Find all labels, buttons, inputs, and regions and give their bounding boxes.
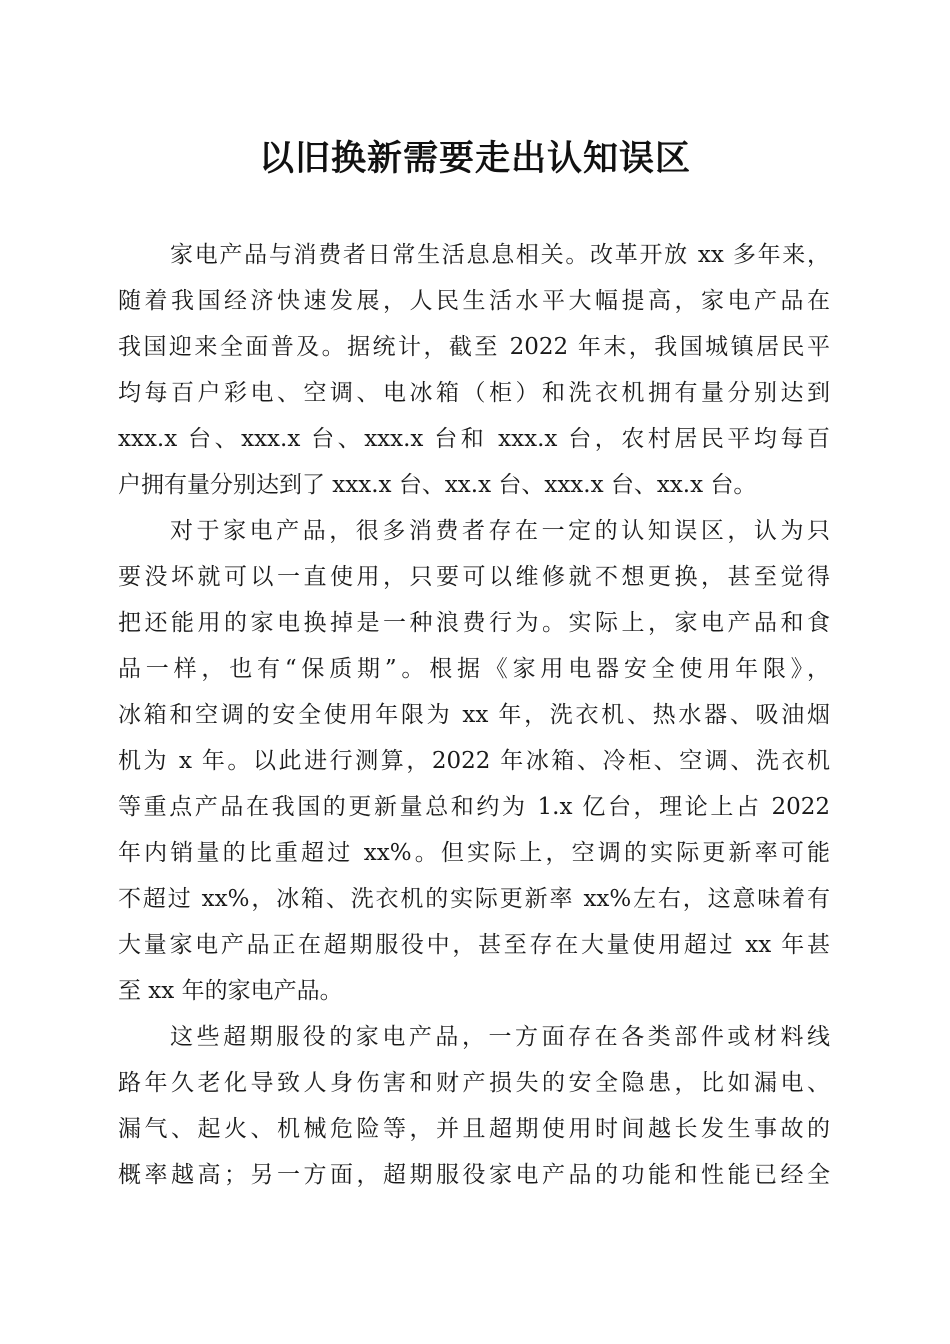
- text-line: 至 xx 年的家电产品。: [118, 978, 343, 1004]
- text-line: 户拥有量分别达到了 xxx.x 台、xx.x 台、xxx.x 台、xx.x 台。: [118, 472, 757, 498]
- paragraph: [118, 1014, 830, 1198]
- text-line: 年内销量的比重超过 xx%。但实际上，空调的实际更新率可能: [118, 840, 830, 866]
- text-line: 要没坏就可以一直使用，只要可以维修就不想更换，甚至觉得: [118, 564, 830, 590]
- text-line: 这些超期服役的家电产品，一方面存在各类部件或材料线: [170, 1024, 830, 1050]
- text-line: xxx.x 台、xxx.x 台、xxx.x 台和 xxx.x 台，农村居民平均每百: [118, 426, 830, 452]
- text-line: 家电产品与消费者日常生活息息相关。改革开放 xx 多年来，: [170, 242, 830, 268]
- text-line: 概率越高；另一方面，超期服役家电产品的功能和性能已经全: [118, 1162, 830, 1188]
- text-line: 把还能用的家电换掉是一种浪费行为。实际上，家电产品和食: [118, 610, 830, 636]
- text-line: 对于家电产品，很多消费者存在一定的认知误区，认为只: [170, 518, 830, 544]
- page-title: 以旧换新需要走出认知误区: [258, 138, 691, 179]
- text-line: 我国迎来全面普及。据统计，截至 2022 年末，我国城镇居民平: [118, 334, 830, 360]
- text-line: 均每百户彩电、空调、电冰箱（柜）和洗衣机拥有量分别达到: [118, 380, 830, 406]
- paragraph: [118, 508, 830, 1014]
- text-line: 大量家电产品正在超期服役中，甚至存在大量使用超过 xx 年甚: [118, 932, 830, 958]
- document-body: [118, 232, 830, 1198]
- text-line: 随着我国经济快速发展，人民生活水平大幅提高，家电产品在: [118, 288, 830, 314]
- text-line: 等重点产品在我国的更新量总和约为 1.x 亿台，理论上占 2022: [118, 794, 830, 820]
- text-line: 漏气、起火、机械危险等，并且超期使用时间越长发生事故的: [118, 1116, 830, 1142]
- paragraph: [118, 232, 830, 508]
- text-line: 机为 x 年。以此进行测算，2022 年冰箱、冷柜、空调、洗衣机: [118, 748, 830, 774]
- text-line: 冰箱和空调的安全使用年限为 xx 年，洗衣机、热水器、吸油烟: [118, 702, 830, 728]
- text-line: 品一样，也有“保质期”。根据《家用电器安全使用年限》，: [118, 656, 830, 682]
- text-line: 路年久老化导致人身伤害和财产损失的安全隐患，比如漏电、: [118, 1070, 830, 1096]
- text-line: 不超过 xx%，冰箱、洗衣机的实际更新率 xx%左右，这意味着有: [118, 886, 830, 912]
